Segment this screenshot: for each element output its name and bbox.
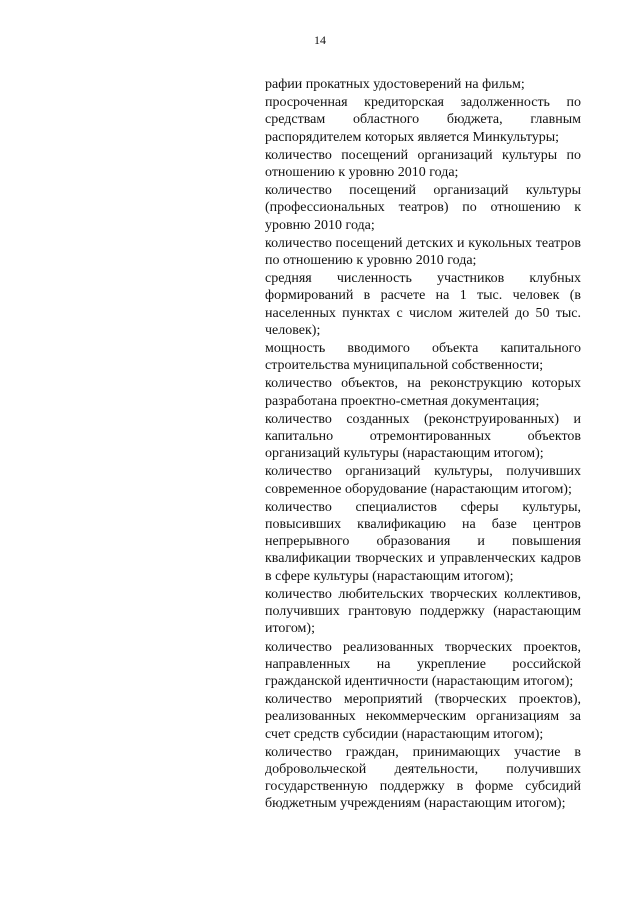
paragraph-puppet-theatre-visits: количество посещений детских и кукольных театров по отношению к уровню 2010 года; (265, 235, 581, 269)
paragraph-club-participants: средняя численность участников клубных формирований в расчете на 1 тыс. человек (в населенных пунктах с числом жителей до 50 тыс. человек); (265, 271, 581, 338)
paragraph-film-certificates: рафии прокатных удостоверений на фильм; (265, 77, 525, 92)
paragraph-amateur-groups: количество любительских творческих коллективов, получивших грантовую поддержку (нарастающим итогом); (265, 586, 581, 637)
paragraph-volunteer-support: количество граждан, принимающих участие в добровольческой деятельности, получивших государственную поддержку в форме субсидий бюджетным учреждениям (нарастающим итогом); (265, 744, 581, 812)
paragraph-specialist-training: количество специалистов сферы культуры, повысивших квалификацию на базе центров непрерывного образования и повышения квалификации творческих и управленческих кадров в сфере культуры (нарастающим итогом); (265, 499, 581, 584)
paragraph-modern-equipment: количество организаций культуры, получивших современное оборудование (нарастающим итогом); (265, 464, 581, 497)
paragraph-civic-identity-projects: количество реализованных творческих проектов, направленных на укрепление российской гражданской идентичности (нарастающим итогом); (265, 639, 581, 689)
paragraph-renovated-objects: количество созданных (реконструированных) и капитально отремонтированных объектов организаций культуры (нарастающим итогом); (265, 411, 581, 462)
paragraph-construction-capacity: мощность вводимого объекта капитального строительства муниципальной собственности; (265, 341, 581, 374)
paragraph-culture-visits: количество посещений организаций культуры по отношению к уровню 2010 года; (265, 147, 581, 181)
page-number: 14 (314, 33, 326, 47)
paragraph-design-documentation: количество объектов, на реконструкцию которых разработана проектно-сметная документация; (265, 376, 581, 409)
document-body (265, 76, 581, 814)
paragraph-nonprofit-events: количество мероприятий (творческих проектов), реализованных некоммерческим организациям за счет средств субсидии (нарастающим итогом); (265, 692, 581, 742)
paragraph-overdue-payables: просроченная кредиторская задолженность по средствам областного бюджета, главным распорядителем которых является Минкультуры; (265, 95, 581, 145)
paragraph-theatre-visits: количество посещений организаций культуры (профессиональных театров) по отношению к уровню 2010 года; (265, 183, 581, 233)
